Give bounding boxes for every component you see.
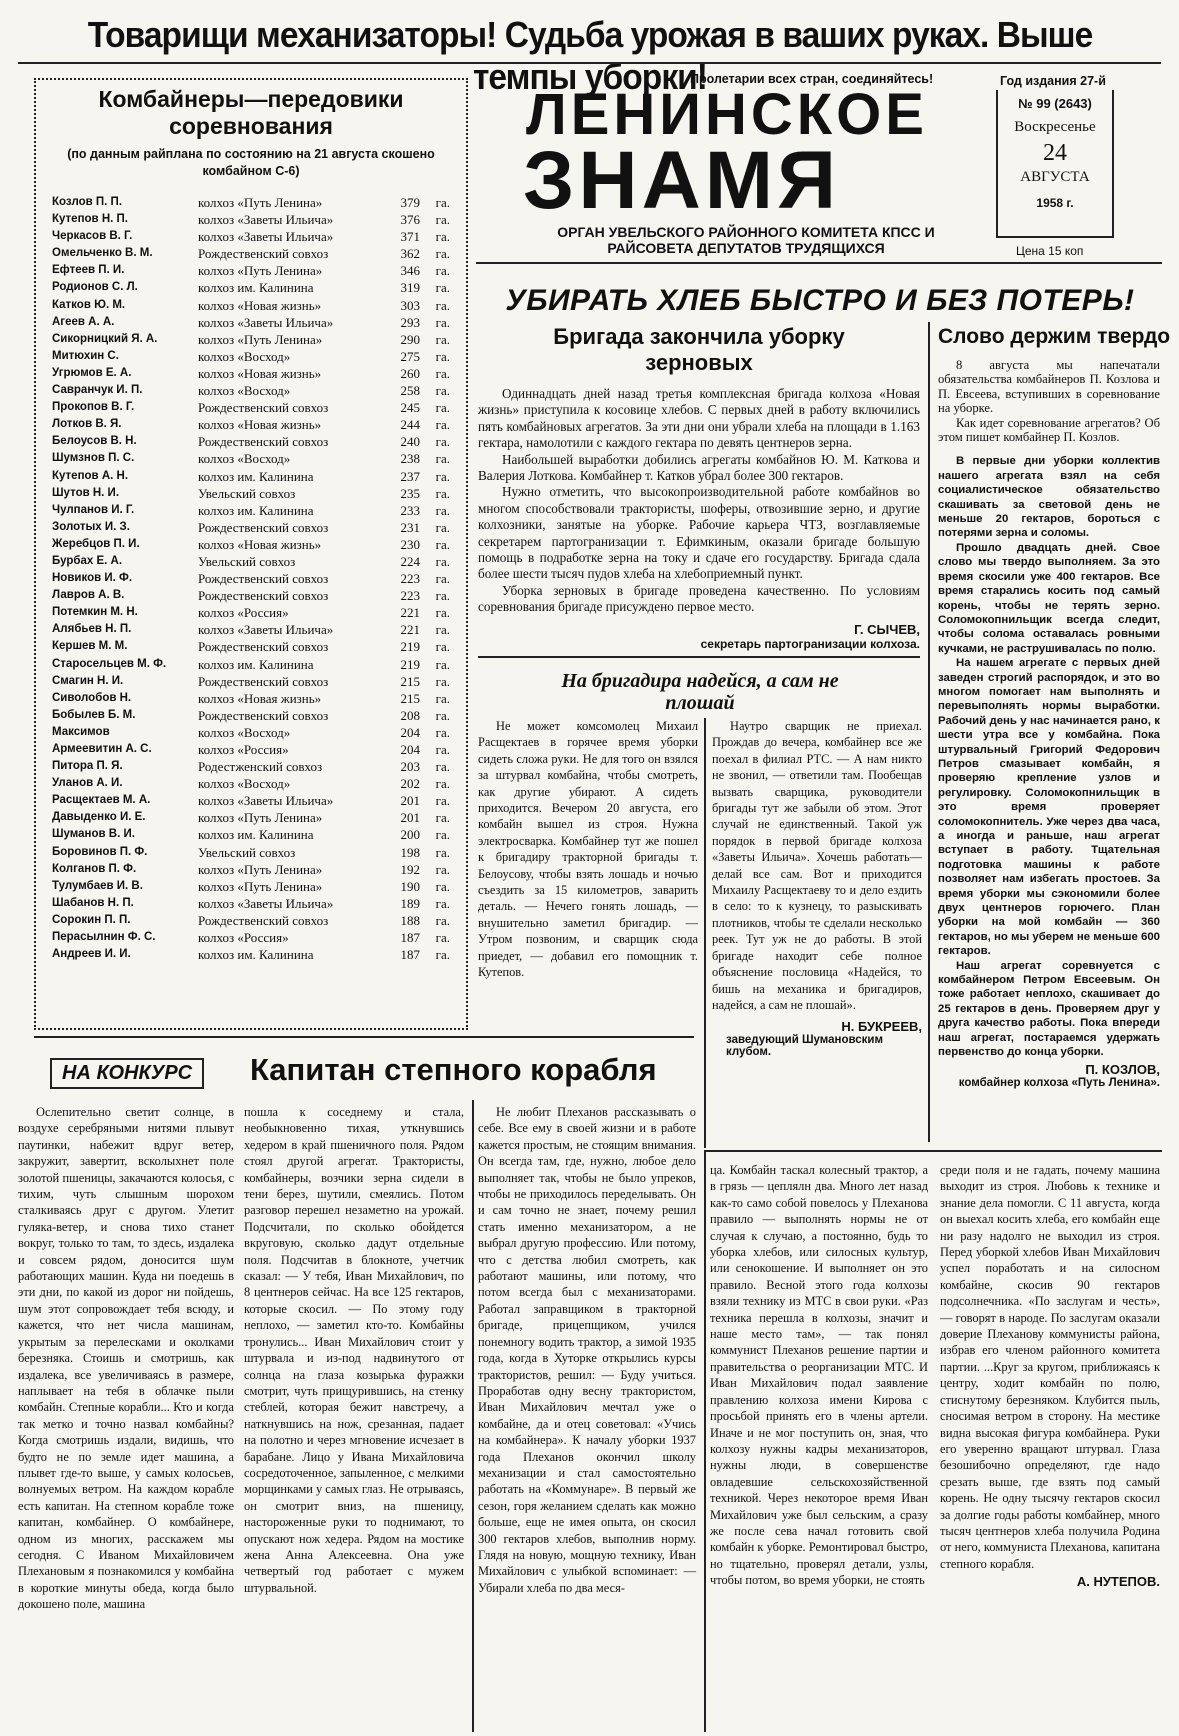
leader-farm: колхоз «Новая жизнь» xyxy=(198,690,322,706)
leader-name: Смагин Н. И. xyxy=(52,674,124,687)
leader-row xyxy=(36,297,466,314)
leader-hectares: 198 xyxy=(400,844,420,860)
leader-unit: га. xyxy=(435,724,450,740)
leader-farm: колхоз «Россия» xyxy=(198,742,289,757)
leader-unit: га. xyxy=(435,930,450,946)
captain-col4 xyxy=(710,1162,928,1589)
price: Цена 15 коп xyxy=(1016,244,1084,258)
foreman-text-2: Наутро сварщик не приехал. Прождав до вечера, комбайнер все же поехал в филиал РТС. — А нам никто не звонил, — ответили там. Пообещав вызвать сварщика, руководители бригады тут же забыли об этом. Этот случай не единственный. Такой уж порядок в первой бригаде колхоза «Заветы Ильича». Хочешь работать—делай все сам. Вот и приходится Михаилу Расщектаеву то и дело ездить в село: то к кузнецу, то разыскивать плотников, чтобы те сделали несколько реек. Тут уж не до работы. В этой бригаде находит себе полное объяснение пословица «Надейся, то бишь на механика и бригадиров, надейся, а сам не плошай». xyxy=(712,719,922,1012)
leader-unit: га. xyxy=(435,365,450,381)
leader-hectares: 233 xyxy=(400,502,420,518)
leader-row xyxy=(36,758,466,775)
masthead-rule xyxy=(476,262,1162,264)
leader-name: Черкасов В. Г. xyxy=(52,230,133,243)
leader-name: Прокопов В. Г. xyxy=(52,401,135,414)
leader-hectares: 293 xyxy=(400,314,420,330)
leader-farm: колхоз им. Калинина xyxy=(198,827,314,843)
leader-unit: га. xyxy=(435,451,450,467)
leader-row xyxy=(36,826,466,843)
leader-row xyxy=(36,279,466,296)
captain-rule-3 xyxy=(704,1150,706,1732)
leader-row xyxy=(36,656,466,673)
leader-farm: колхоз «Восход» xyxy=(198,776,291,792)
leader-farm: колхоз «Заветы Ильича» xyxy=(198,622,334,638)
leader-row xyxy=(36,673,466,690)
leader-unit: га. xyxy=(435,417,450,433)
captain-col3 xyxy=(478,1104,696,1596)
leader-row xyxy=(36,262,466,279)
day: 24 xyxy=(1043,140,1067,166)
leader-farm: колхоз «Заветы Ильича» xyxy=(198,212,334,228)
leader-hectares: 208 xyxy=(400,707,420,723)
leader-row xyxy=(36,502,466,519)
leader-row xyxy=(36,314,466,331)
leader-farm: колхоз «Новая жизнь» xyxy=(198,536,322,552)
leader-name: Колганов П. Ф. xyxy=(52,862,137,875)
brigade-p3: Нужно отметить, что высокопроизводительной работе комбайнов во многом способствовали трактористы, шоферы, отвозившие зерно, и другие колхозники, занятые на уборке. Рабочие карьера ЧТЗ, возглавляемые секретарем партогранизации т. Ефимкиным, оказали бригаде большую помощь в подработке зерна на току и сдаче его государству. Бригада сдала более шести тысяч пудов хлеба на хлебоприемный пункт. xyxy=(478,484,920,582)
leader-farm: колхоз «Путь Ленина» xyxy=(198,263,323,279)
leader-farm: Рождественский совхоз xyxy=(198,639,329,655)
brigade-signature: Г. СЫЧЕВ, xyxy=(854,621,920,637)
leader-unit: га. xyxy=(435,947,450,963)
month: АВГУСТА xyxy=(1020,169,1090,185)
leader-row xyxy=(36,775,466,792)
top-rule xyxy=(18,62,1161,64)
leader-farm: колхоз им. Калинина xyxy=(198,280,314,296)
word-p4: Прошло двадцать дней. Свое слово мы твердо выполняем. За это время скосили уже 400 гектаров. Все время старались косить под самый корень, чтобы не терять зерно. Соломокопнильщик всегда следит, чтобы солома оставалась ровными кучками, не раструшивалась по полю. xyxy=(938,541,1160,655)
foreman-text-1: Не может комсомолец Михаил Расщектаев в горячее время уборки сидеть сложа руки. Не для того он взялся за штурвал комбайна, чтобы смотреть, как другие убирают. А сидеть приходится. Вечером 20 августа, его комбайн вышел из строя. Нужна электросварка. Комбайнер тут же пошел к бригадиру тракторной бригады т. Белоусову, чтобы взять лошадь и ночью съездить за 15 километров, заварить деталь. — Нечего гонять лошадь, — внушительно заметил бригадир. — Утром позвоним, и сварщик сюда приедет, — добавил его помощник т. Кутепов. xyxy=(478,719,698,980)
leader-unit: га. xyxy=(435,844,450,860)
leader-name: Новиков И. Ф. xyxy=(52,572,133,585)
leader-farm: Увельский совхоз xyxy=(198,485,296,501)
leader-hectares: 362 xyxy=(400,246,420,262)
leader-hectares: 219 xyxy=(400,639,420,655)
leader-row xyxy=(36,724,466,741)
leader-hectares: 204 xyxy=(400,742,420,757)
leader-hectares: 230 xyxy=(400,536,420,552)
leader-row xyxy=(36,929,466,946)
word-title: Слово держим твердо xyxy=(938,325,1171,348)
leader-row xyxy=(36,690,466,707)
word-article xyxy=(938,324,1171,1089)
captain-col2 xyxy=(244,1104,464,1596)
leader-hectares: 245 xyxy=(400,400,420,416)
leader-hectares: 204 xyxy=(400,724,420,740)
captain-rule-2 xyxy=(472,1100,474,1732)
leader-farm: колхоз «Восход» xyxy=(198,724,291,740)
leader-unit: га. xyxy=(435,246,450,262)
leader-unit: га. xyxy=(435,827,450,843)
leader-farm: колхоз «Восход» xyxy=(198,348,291,364)
captain-text-4: ца. Комбайн таскал колесный трактор, а в грязь — цеплялн два. Много лет назад как-то само собой повелось у Плеханова правило — выполнять нормы не от случая к случаю, а постоянно, будь то уборка хлебов, или силосных культур, или сенокошение. И выполняет он это правило. Весной этого года колхозы взяли технику из МТС в свои руки. «Раз техника перешла в колхозы, значит и наше место там», — так понял коммунист Плеханов решение партии и правительства о реорганизации МТС. И Иван Михайлович подал заявление правлению колхоза имени Кирова с просьбой принять его в члены артели. Иначе и не мог поступить он, зная, что колхозу нужны кадры механизаторов, нужны люди, в совершенстве овладевшие сельскохозяйственной техникой. Через некоторое время Иван Михайлович уже был сельским, а сразу же после сева начал готовить свой комбайн к уборке. Ремонтировал быстро, но тщательно, проверял детали, узлы, чтобы потом, во время уборки, не стоять xyxy=(710,1163,928,1588)
leader-hectares: 371 xyxy=(400,229,420,245)
foreman-col2 xyxy=(712,718,922,1058)
leader-name: Митюхин С. xyxy=(52,349,119,362)
leader-row xyxy=(36,485,466,502)
leader-name: Перасылнин Ф. С. xyxy=(52,931,156,944)
leader-row xyxy=(36,638,466,655)
leader-name: Давыденко И. Е. xyxy=(52,811,146,824)
leader-unit: га. xyxy=(435,383,450,399)
leader-name: Угрюмов Е. А. xyxy=(52,366,132,379)
bottom-section-rule xyxy=(34,1036,694,1038)
leader-hectares: 187 xyxy=(400,930,420,946)
leader-name: Золотых И. З. xyxy=(52,520,130,533)
leader-name: Бобылев Б. М. xyxy=(52,708,136,721)
masthead-title-line2: ЗНАМЯ xyxy=(523,135,841,226)
leader-row xyxy=(36,399,466,416)
leader-unit: га. xyxy=(435,553,450,569)
leader-name: Старосельцев М. Ф. xyxy=(52,657,167,670)
leader-farm: колхоз «Новая жизнь» xyxy=(198,365,322,381)
leader-hectares: 238 xyxy=(400,451,420,467)
leader-name: Сорокин П. П. xyxy=(52,913,131,926)
foreman-column-rule xyxy=(704,718,706,1148)
leader-row xyxy=(36,912,466,929)
leader-hectares: 240 xyxy=(400,434,420,450)
leader-name: Кутепов Н. П. xyxy=(52,213,128,226)
leader-row xyxy=(36,553,466,570)
leader-name: Уланов А. И. xyxy=(52,777,123,790)
leader-hectares: 224 xyxy=(400,553,420,569)
leader-hectares: 237 xyxy=(400,468,420,484)
leaders-box xyxy=(34,78,468,1030)
leader-farm: Увельский совхоз xyxy=(198,553,296,569)
captain-signature: А. НУТЕПОВ. xyxy=(1076,1574,1160,1590)
leader-name: Чулпанов И. Г. xyxy=(52,503,135,516)
leader-row xyxy=(36,450,466,467)
leader-hectares: 346 xyxy=(400,263,420,279)
leader-name: Катков Ю. М. xyxy=(52,298,126,311)
leader-row xyxy=(36,433,466,450)
leader-name: Расщектаев М. А. xyxy=(52,794,151,807)
leader-name: Потемкин М. Н. xyxy=(52,606,138,619)
brigade-signature-role: секретарь партогранизации колхоза. xyxy=(700,636,920,651)
leader-unit: га. xyxy=(435,229,450,245)
leader-name: Максимов xyxy=(52,725,110,738)
captain-text-1: Ослепительно светит солнце, в воздухе серебряными нитями плывут паутинки, набежит вдруг ветер, закружит, завертит, всколыхнет поле золотой пшеницы, закачаются колосья, с тихим, чуть слышным шорохом сталкиваясь друг с другом. Улетит гуляка-ветер, и снова тихо станет вокруг, только то там, то здесь, издалека и совсем рядом, доносится шум работающих машин. Куда ни поедешь в эти дни, по какой из дорог ни пойдешь, шум этот сопровождает тебя всюду, и кажется, что нет числа машинам, укрытым за перелесками и околками березняка. Стоишь и смотришь, как издалека, все увеличиваясь в размере, наплывает на тебя в облачке пыли комбайн. Степные корабли... Кто и когда так метко и точно назвал комбайны? Когда смотришь издали, видишь, что будто не по земле идет машина, а плывет где-то выше, у самых колосьев, волнуемых ветром. На каждом корабле есть капитан. На степном корабле тоже капитан, комбайнер. О комбайнере, одном из многих, расскажем мы сегодня. С Иваном Михайловичем Плехановым я познакомился у комбайна в короткие минуты обеда, когда было докошено поле, машина xyxy=(18,1105,234,1612)
leader-unit: га. xyxy=(435,793,450,809)
leader-name: Лотков В. Я. xyxy=(52,418,122,431)
captain-rubric: НА КОНКУРС xyxy=(50,1058,204,1089)
leader-hectares: 231 xyxy=(400,519,420,535)
leader-row xyxy=(36,194,466,211)
leader-row xyxy=(36,604,466,621)
leader-farm: колхоз «Новая жизнь» xyxy=(198,297,322,313)
leader-row xyxy=(36,878,466,895)
leader-hectares: 223 xyxy=(400,588,420,604)
date-year: 1958 г. xyxy=(1036,196,1074,210)
leader-hectares: 188 xyxy=(400,912,420,928)
banner-headline: УБИРАТЬ ХЛЕБ БЫСТРО И БЕЗ ПОТЕРЬ! xyxy=(505,284,1135,317)
leader-name: Белоусов В. Н. xyxy=(52,435,137,448)
brigade-p4: Уборка зерновых в бригаде проведена качественно. По условиям соревнования бригаде присуждено первое место. xyxy=(478,582,920,615)
leader-hectares: 202 xyxy=(400,776,420,792)
leader-farm: колхоз «Россия» xyxy=(198,930,289,946)
leader-name: Алябьев Н. П. xyxy=(52,623,132,636)
leader-unit: га. xyxy=(435,400,450,416)
leader-row xyxy=(36,809,466,826)
leader-hectares: 192 xyxy=(400,861,420,877)
leader-farm: Рождественский совхоз xyxy=(198,400,329,416)
leader-farm: Рождественский совхоз xyxy=(198,434,329,450)
word-p2: Как идет соревнование агрегатов? Об этом пишет комбайнер П. Козлов. xyxy=(938,415,1160,445)
leader-farm: Рождественский совхоз xyxy=(198,519,329,535)
leader-unit: га. xyxy=(435,348,450,364)
leader-farm: колхоз «Путь Ленина» xyxy=(198,195,323,210)
foreman-col1 xyxy=(478,718,698,981)
foreman-signature-role: заведующий Шумановским клубом. xyxy=(726,1034,884,1059)
word-p6: Наш агрегат соревнуется с комбайнером Петром Евсеевым. Он тоже работает неплохо, скашивает до 25 гектаров в день. Проверяем друг у друга качество работы. Пока впереди наш агрегат, постараемся удержать первенство до конца уборки. xyxy=(938,959,1160,1059)
brigade-title: Бригада закончила уборку зерновых xyxy=(553,324,845,375)
leader-hectares: 244 xyxy=(400,417,420,433)
word-signature-role: комбайнер колхоза «Путь Ленина». xyxy=(958,1076,1160,1089)
leader-name: Бурбах Е. А. xyxy=(52,554,123,567)
masthead-year: Год издания 27-й xyxy=(1000,74,1106,88)
leader-farm: колхоз им. Калинина xyxy=(198,468,314,484)
front-slogan: Товарищи механизаторы! Судьба урожая в ваших руках. Выше темпы уборки! xyxy=(87,14,1093,97)
weekday: Воскресенье xyxy=(1014,119,1096,135)
leader-farm: колхоз им. Калинина xyxy=(198,656,314,672)
leader-unit: га. xyxy=(435,468,450,484)
leader-name: Лавров А. В. xyxy=(52,589,125,602)
leader-unit: га. xyxy=(435,280,450,296)
leader-row xyxy=(36,348,466,365)
leader-unit: га. xyxy=(435,810,450,826)
bottom-section-rule-right xyxy=(704,1150,1162,1152)
leader-unit: га. xyxy=(435,212,450,228)
leader-farm: колхоз «Новая жизнь» xyxy=(198,417,322,433)
leader-unit: га. xyxy=(435,195,450,210)
leader-row xyxy=(36,946,466,963)
leader-hectares: 290 xyxy=(400,331,420,347)
word-p1: 8 августа мы напечатали обязательства комбайнеров П. Козлова и П. Евсеева, вступивших в соревнование на уборке. xyxy=(938,358,1160,416)
leader-hectares: 223 xyxy=(400,571,420,587)
leader-hectares: 201 xyxy=(400,793,420,809)
leader-name: Сикорницкий Я. А. xyxy=(52,332,158,345)
leader-farm: Рождественский совхоз xyxy=(198,673,329,689)
leader-hectares: 258 xyxy=(400,383,420,399)
leaders-note: (по данным райплана по состоянию на 21 августа скошено комбайном С-6) xyxy=(67,147,435,178)
leader-row xyxy=(36,587,466,604)
leader-farm: Рождественский совхоз xyxy=(198,571,329,587)
leader-hectares: 319 xyxy=(400,280,420,296)
leader-row xyxy=(36,211,466,228)
captain-text-2: пошла к соседнему и стала, необыкновенно тихая, уткнувшись хедером в край пшеничного поля. Рядом стоял другой агрегат. Трактористы, комбайнеры, возчики зерна сидели в тени берез, шутили, смеялись. Потом разговор перешел незаметно на урожай. Подсчитали, по сколько обойдется вкруговую, сколько дадут отдельные поля. Подсчитав в блокноте, учетчик сказал: — У тебя, Иван Михайлович, по 8 центнеров сейчас. На все 125 гектаров, которые скосил. — По этому году неплохо, — заметил кто-то. Комбайны тронулись... Иван Михайлович стоит у штурвала и из-под надвинутого от солнца на глаза козырька фуражки смотрит, чуть прищурившись, на стенку стеблей, которая бежит навстречу, а наткнувшись на нож, срезанная, падает на полотно и через мгновение исчезает в барабане. Лицо у Ивана Михайловича сосредоточенное, запыленное, с мелкими морщинками у самых глаз. Не отрываясь, он смотрит вниз, на пшеницу, настороженные руки то поднимают, то опускают нож хедера. Рядом на мостике жена Анна Алексеевна. Она уже четвертый год работает с мужем штурвальной. xyxy=(244,1105,464,1595)
issue-number: № 99 (2643) xyxy=(1018,96,1092,111)
leader-farm: колхоз «Заветы Ильича» xyxy=(198,895,334,911)
leader-farm: Рождественский совхоз xyxy=(198,246,329,262)
leader-farm: колхоз «Путь Ленина» xyxy=(198,861,323,877)
leader-row xyxy=(36,844,466,861)
leader-unit: га. xyxy=(435,263,450,279)
leader-unit: га. xyxy=(435,776,450,792)
leader-unit: га. xyxy=(435,690,450,706)
leader-row xyxy=(36,416,466,433)
leader-hectares: 189 xyxy=(400,895,420,911)
leader-farm: колхоз «Восход» xyxy=(198,451,291,467)
leader-hectares: 260 xyxy=(400,365,420,381)
leader-hectares: 303 xyxy=(400,297,420,313)
brigade-article xyxy=(478,324,920,651)
leader-name: Агеев А. А. xyxy=(52,315,115,328)
leader-farm: колхоз «Заветы Ильича» xyxy=(198,314,334,330)
leader-row xyxy=(36,365,466,382)
brigade-bottom-rule xyxy=(478,656,920,658)
leader-farm: колхоз им. Калинина xyxy=(198,947,314,963)
leader-name: Шумзнов П. С. xyxy=(52,452,135,465)
leaders-title: Комбайнеры—передовики соревнования xyxy=(98,86,404,139)
leader-unit: га. xyxy=(435,895,450,911)
leader-row xyxy=(36,792,466,809)
leader-row xyxy=(36,570,466,587)
leader-farm: Родестженский совхоз xyxy=(198,759,323,775)
leader-hectares: 275 xyxy=(400,348,420,364)
leader-unit: га. xyxy=(435,622,450,638)
leader-name: Тулумбаев И. В. xyxy=(52,879,143,892)
leader-farm: колхоз «Путь Ленина» xyxy=(198,810,323,826)
leader-farm: колхоз «Путь Ленина» xyxy=(198,878,323,894)
leader-unit: га. xyxy=(435,656,450,672)
leader-row xyxy=(36,741,466,758)
leader-unit: га. xyxy=(435,588,450,604)
column-rule xyxy=(928,322,930,1142)
captain-col1 xyxy=(18,1104,234,1613)
leader-name: Питора П. Я. xyxy=(52,760,123,773)
captain-col5 xyxy=(940,1162,1160,1589)
leader-unit: га. xyxy=(435,331,450,347)
leader-hectares: 215 xyxy=(400,673,420,689)
leader-row xyxy=(36,621,466,638)
word-signature: П. КОЗЛОВ, xyxy=(1085,1061,1160,1077)
leader-name: Шабанов Н. П. xyxy=(52,896,134,909)
leader-farm: колхоз «Заветы Ильича» xyxy=(198,229,334,245)
leader-hectares: 187 xyxy=(400,947,420,963)
leader-row xyxy=(36,519,466,536)
leader-name: Родионов С. Л. xyxy=(52,281,138,294)
leader-farm: колхоз «Восход» xyxy=(198,383,291,399)
leader-hectares: 215 xyxy=(400,690,420,706)
leader-farm: Рождественский совхоз xyxy=(198,912,329,928)
leader-farm: Рождественский совхоз xyxy=(198,707,329,723)
captain-text-3: Не любит Плеханов рассказывать о себе. Все ему в своей жизни и в работе кажется простым, не стоящим внимания. Он всегда там, где, нужно, любое дело выполняет так, чтобы не было упреков, чтобы не приходилось переделывать. Он и сам точно не знает, почему решил стать именно механизатором, а не выбрал другую профессию. Или потому, что с детства любил смотреть, как работают машины, или потому, что потом всегда был с механизаторами. Работал заправщиком в тракторной бригаде, прицепщиком, учился понемногу водить трактор, а зимой 1935 года, когда в Хуторке открылись курсы трактористов, решил: — Буду учиться. Проработав одну весну трактористом, Иван Михайлович мечтал уже о комбайне, да и отец советовал: «Учись на комбайнера». К началу уборки 1937 года Плеханов окончил школу механизации и стал самостоятельно работать на «Коммунаре». В первый же сезон, горя желанием сделать как можно больше, еще не имея опыта, он скосил 300 гектаров хлебов, выполнив норму. Глядя на новую, мощную технику, Иван Михайлович с улыбкой вспоминает: — Убирали хлеба по два меся- xyxy=(478,1105,696,1595)
masthead-motto: Пролетарии всех стран, соединяйтесь! xyxy=(690,72,934,86)
brigade-p2: Наибольшей выработки добились агрегаты комбайнов Ю. М. Каткова и Валерия Лоткова. Комбайнер т. Катков убрал более 300 гектаров. xyxy=(478,451,920,484)
leader-unit: га. xyxy=(435,314,450,330)
leader-name: Боровинов П. Ф. xyxy=(52,845,148,858)
leader-name: Армеевитин А. С. xyxy=(52,743,152,755)
leader-unit: га. xyxy=(435,912,450,928)
leader-name: Козлов П. П. xyxy=(52,196,123,208)
leader-unit: га. xyxy=(435,571,450,587)
brigade-p1: Одиннадцать дней назад третья комплексная бригада колхоза «Новая жизнь» приступила к косовице хлебов. С первых дней в работу включились пять комбайновых агрегатов. За эти дни они убрали хлеба на площади в 1.163 гектара, намолотили с каждого гектара по девять центнеров зерна. xyxy=(478,386,920,451)
leader-hectares: 219 xyxy=(400,656,420,672)
leader-unit: га. xyxy=(435,605,450,621)
leader-hectares: 376 xyxy=(400,212,420,228)
captain-title: Капитан степного корабля xyxy=(250,1052,657,1087)
leader-name: Шуманов В. И. xyxy=(52,828,135,841)
leader-unit: га. xyxy=(435,485,450,501)
leader-hectares: 221 xyxy=(400,605,420,621)
leader-unit: га. xyxy=(435,639,450,655)
word-p3: В первые дни уборки коллектив нашего агрегата взял на себя социалистическое обязательство скашивать за световой день не меньше 20 гектаров, бороться с потерями зерна и соломы. xyxy=(938,455,1160,540)
leader-farm: колхоз «Заветы Ильича» xyxy=(198,793,334,809)
leader-row xyxy=(36,228,466,245)
foreman-signature: Н. БУКРЕЕВ, xyxy=(841,1019,922,1035)
leader-unit: га. xyxy=(435,502,450,518)
masthead-title-line1: ЛЕНИНСКОЕ xyxy=(526,82,928,147)
leader-unit: га. xyxy=(435,297,450,313)
leader-name: Шутов Н. И. xyxy=(52,486,120,499)
captain-text-5: среди поля и не гадать, почему машина выходит из строя. Любовь к технике и знание дела помогли. С 11 августа, когда он выехал косить хлеба, его комбайн еще ни разу надолго не выходил из строя. Перед уборкой хлебов Иван Михайлович успел поработать и на силосном комбайне, скосив 90 гектаров подсолнечника. «По заслугам и честь», — говорят в народе. По заслугам оказали доверие Плеханову коммунисты района, избрав его членом районного комитета партии. ...Круг за кругом, приближаясь к центру, ходит комбайн по полю, стиснутому березняком. Клубится пыль, сносимая ветром в сторону. На местике видна высокая фигура комбайнера. Руки его уверенно вращают штурвал. Глаза безошибочно определяют, где надо срезать выше, где взять под самый корень. Не одну тысячу гектаров скосил за долгие годы работы комбайнер, много тысяч центнеров хлеба получила Родина от него, коммуниста Плеханова, капитана степного корабля. xyxy=(940,1163,1160,1571)
leader-row xyxy=(36,707,466,724)
leader-name: Савранчук И. П. xyxy=(52,384,143,397)
leader-name: Андреев И. И. xyxy=(52,948,131,961)
leader-unit: га. xyxy=(435,759,450,775)
leader-hectares: 379 xyxy=(400,195,420,210)
leader-unit: га. xyxy=(435,519,450,535)
leader-row xyxy=(36,245,466,262)
leader-farm: Рождественский совхоз xyxy=(198,588,329,604)
leader-row xyxy=(36,331,466,348)
leader-name: Кершев М. М. xyxy=(52,640,128,653)
leader-unit: га. xyxy=(435,861,450,877)
leader-name: Сиволобов Н. xyxy=(52,691,132,704)
leader-hectares: 235 xyxy=(400,485,420,501)
leader-hectares: 201 xyxy=(400,810,420,826)
leader-row xyxy=(36,861,466,878)
leader-farm: колхоз «Путь Ленина» xyxy=(198,331,323,347)
leader-hectares: 190 xyxy=(400,878,420,894)
leaders-table xyxy=(36,194,466,963)
leader-unit: га. xyxy=(435,742,450,757)
leader-name: Кутепов А. Н. xyxy=(52,469,129,482)
leader-hectares: 221 xyxy=(400,622,420,638)
foreman-title: На бригадира надейся, а сам не плошай xyxy=(561,670,839,714)
leader-unit: га. xyxy=(435,673,450,689)
leader-unit: га. xyxy=(435,536,450,552)
leader-row xyxy=(36,895,466,912)
leader-unit: га. xyxy=(435,707,450,723)
leader-name: Ефтеев П. И. xyxy=(52,264,125,277)
date-box xyxy=(996,90,1114,238)
leader-farm: колхоз «Россия» xyxy=(198,605,289,621)
leader-farm: колхоз им. Калинина xyxy=(198,502,314,518)
leader-row xyxy=(36,536,466,553)
leader-row xyxy=(36,468,466,485)
leader-name: Жеребцов П. И. xyxy=(52,537,140,550)
word-p5: На нашем агрегате с первых дней заведен строгий распорядок, и это во многом помогает нам выполнять и перевыполнять нормы выработки. Рабочий день у нас начинается рано, к шести утра все у комбайна. Пока штурвальный Григорий Федорович Петров смазывает комбайн, я проверяю крепление узлов и регулировку. Соломокопнильщик в это время проверяет соломокопнитель. Уже через два часа, а иногда и раньше, наш агрегат вступает в работу. Тщательная подготовка машины к работе позволяет нам избегать простоев. За время уборки мы сэкономили более двух центнеров горючего. План уборки на мой комбайн — 360 гектаров, но мы уберем не меньше 600 гектаров. xyxy=(938,657,1160,958)
leader-name: Омельченко В. М. xyxy=(52,247,153,260)
leader-hectares: 200 xyxy=(400,827,420,843)
masthead-organ: ОРГАН УВЕЛЬСКОГО РАЙОННОГО КОМИТЕТА КПСС И РАЙСОВЕТА ДЕПУТАТОВ ТРУДЯЩИХСЯ xyxy=(557,224,935,256)
leader-farm: Увельский совхоз xyxy=(198,844,296,860)
leader-unit: га. xyxy=(435,434,450,450)
leader-unit: га. xyxy=(435,878,450,894)
leader-hectares: 203 xyxy=(400,759,420,775)
leader-row xyxy=(36,382,466,399)
